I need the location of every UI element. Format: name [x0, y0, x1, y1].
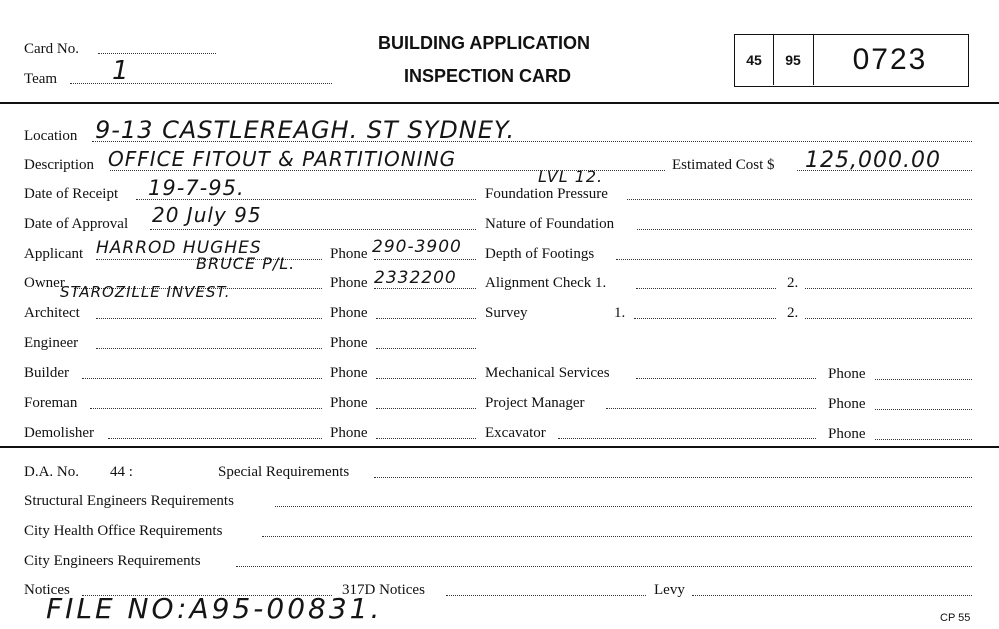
date-approval-label: Date of Approval	[24, 216, 129, 232]
project-manager-label: Project Manager	[485, 395, 585, 411]
survey-label: Survey	[485, 305, 528, 321]
date-approval-field[interactable]	[150, 229, 476, 230]
special-requirements-label: Special Requirements	[218, 464, 350, 480]
notices-317d-label: 317D Notices	[342, 582, 425, 598]
estimated-cost-value: 125,000.00	[805, 148, 941, 173]
survey-1-label: 1.	[614, 305, 626, 321]
structural-requirements-label: Structural Engineers Requirements	[24, 493, 234, 509]
engineer-phone-label: Phone	[330, 335, 368, 351]
engineer-label: Engineer	[24, 335, 79, 351]
da-no-value: 44 :	[110, 464, 133, 480]
project-manager-field[interactable]	[606, 408, 816, 409]
depth-footings-field[interactable]	[616, 259, 972, 260]
applicant-phone-label: Phone	[330, 246, 368, 262]
form-code: CP 55	[940, 612, 971, 624]
mechanical-phone-field[interactable]	[875, 379, 972, 380]
estimated-cost-label: Estimated Cost $	[672, 157, 775, 173]
builder-field[interactable]	[82, 378, 322, 379]
survey-2-label: 2.	[787, 305, 799, 321]
details-divider	[0, 446, 999, 448]
project-manager-phone-label: Phone	[828, 396, 866, 412]
depth-footings-label: Depth of Footings	[485, 246, 595, 262]
levy-label: Levy	[654, 582, 685, 598]
da-no-label: D.A. No.	[24, 464, 79, 480]
city-engineers-requirements-field[interactable]	[236, 566, 972, 567]
project-manager-phone-field[interactable]	[875, 409, 972, 410]
owner-value: STAROZILLE INVEST.	[60, 283, 231, 301]
mechanical-services-label: Mechanical Services	[485, 365, 610, 381]
applicant-value: HARROD HUGHES	[96, 238, 262, 258]
builder-phone-label: Phone	[330, 365, 368, 381]
owner-phone-field[interactable]	[374, 288, 476, 289]
architect-field[interactable]	[96, 318, 322, 319]
architect-phone-label: Phone	[330, 305, 368, 321]
owner-label: Owner	[24, 275, 65, 291]
foreman-phone-label: Phone	[330, 395, 368, 411]
card-box-a: 45	[735, 35, 774, 85]
card-number-box	[734, 34, 969, 87]
demolisher-phone-field[interactable]	[376, 438, 476, 439]
foreman-label: Foreman	[24, 395, 78, 411]
builder-label: Builder	[24, 365, 69, 381]
team-label: Team	[24, 71, 58, 87]
header-divider	[0, 102, 999, 104]
health-requirements-field[interactable]	[262, 536, 972, 537]
team-field[interactable]	[70, 83, 332, 84]
date-approval-value: 20 July 95	[152, 203, 262, 227]
survey-2-field[interactable]	[805, 318, 972, 319]
card-number: 0723	[852, 43, 928, 76]
health-requirements-label: City Health Office Requirements	[24, 523, 223, 539]
alignment-check-1-field[interactable]	[636, 288, 776, 289]
date-receipt-value: 19-7-95.	[148, 176, 245, 200]
builder-phone-field[interactable]	[376, 378, 476, 379]
foreman-phone-field[interactable]	[376, 408, 476, 409]
file-number-handwritten: FILE NO:A95-00831.	[46, 592, 383, 625]
demolisher-field[interactable]	[108, 438, 322, 439]
location-value: 9-13 CASTLEREAGH. ST SYDNEY.	[95, 116, 516, 144]
applicant-label: Applicant	[24, 246, 84, 262]
team-value: 1	[112, 56, 130, 86]
foundation-pressure-field[interactable]	[627, 199, 972, 200]
excavator-phone-field[interactable]	[875, 439, 972, 440]
nature-foundation-label: Nature of Foundation	[485, 216, 615, 232]
owner-phone-value: 2332200	[374, 268, 457, 288]
demolisher-phone-label: Phone	[330, 425, 368, 441]
alignment-check-label: Alignment Check 1.	[485, 275, 607, 291]
applicant-value-line2: BRUCE P/L.	[196, 254, 296, 273]
applicant-phone-field[interactable]	[374, 259, 476, 260]
excavator-field[interactable]	[558, 438, 816, 439]
date-receipt-label: Date of Receipt	[24, 186, 119, 202]
city-engineers-requirements-label: City Engineers Requirements	[24, 553, 201, 569]
special-requirements-field[interactable]	[374, 477, 972, 478]
alignment-check-2-field[interactable]	[805, 288, 972, 289]
architect-label: Architect	[24, 305, 80, 321]
excavator-phone-label: Phone	[828, 426, 866, 442]
nature-foundation-field[interactable]	[637, 229, 972, 230]
foundation-pressure-label: Foundation Pressure	[485, 186, 608, 202]
applicant-phone-value: 290-3900	[372, 237, 462, 257]
description-note: LVL 12.	[538, 167, 604, 186]
excavator-label: Excavator	[485, 425, 546, 441]
owner-phone-label: Phone	[330, 275, 368, 291]
demolisher-label: Demolisher	[24, 425, 94, 441]
architect-phone-field[interactable]	[376, 318, 476, 319]
card-box-b: 95	[773, 35, 814, 85]
form-title-line2: INSPECTION CARD	[404, 66, 572, 86]
mechanical-services-field[interactable]	[636, 378, 816, 379]
alignment-check-2-label: 2.	[787, 275, 799, 291]
card-no-label: Card No.	[24, 41, 79, 57]
description-value: OFFICE FITOUT & PARTITIONING	[108, 147, 457, 171]
location-label: Location	[24, 128, 78, 144]
foreman-field[interactable]	[90, 408, 322, 409]
levy-field[interactable]	[692, 595, 972, 596]
engineer-field[interactable]	[96, 348, 322, 349]
notices-label: Notices	[24, 582, 70, 598]
mechanical-phone-label: Phone	[828, 366, 866, 382]
engineer-phone-field[interactable]	[376, 348, 476, 349]
structural-requirements-field[interactable]	[275, 506, 972, 507]
card-no-field[interactable]	[98, 53, 216, 54]
description-label: Description	[24, 157, 94, 173]
survey-1-field[interactable]	[634, 318, 776, 319]
form-title-line1: BUILDING APPLICATION	[378, 33, 590, 53]
notices-317d-field[interactable]	[446, 595, 646, 596]
